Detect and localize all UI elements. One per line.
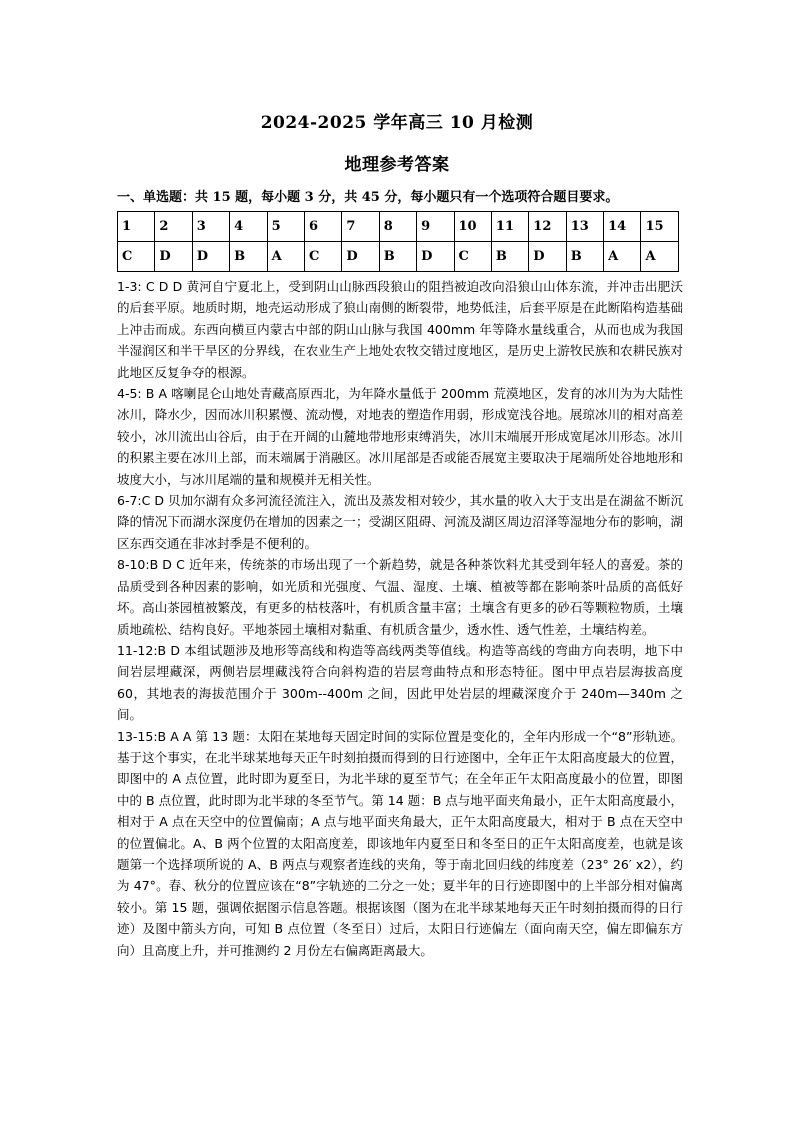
answer-cell: D (417, 242, 454, 272)
answer-cell: A (267, 242, 304, 272)
answer-cell: B (491, 242, 528, 272)
answer-table (117, 211, 679, 272)
answer-cell: D (529, 242, 566, 272)
question-number-cell: 3 (192, 212, 229, 242)
question-number-cell: 12 (529, 212, 566, 242)
answer-cell: C (454, 242, 491, 272)
question-number-cell: 1 (118, 212, 155, 242)
answer-cell: D (155, 242, 192, 272)
question-number-cell: 4 (230, 212, 267, 242)
answer-cell: D (192, 242, 229, 272)
answer-cell: C (304, 242, 341, 272)
answer-cell: A (641, 242, 679, 272)
question-number-cell: 15 (641, 212, 679, 242)
question-number-cell: 9 (417, 212, 454, 242)
explanation-paragraph: 8-10:B D C 近年来，传统茶的市场出现了一个新趋势，就是各种茶饮料尤其受到年轻人的喜爱。茶的品质受到各种因素的影响，如光质和光强度、气温、湿度、土壤、植被等都在影响茶叶品质的高低好坏。高山茶园植被繁茂，有更多的枯枝落叶，有机质含量丰富；土壤含有更多的砂石等颗粒物质，土壤质地疏松、结构良好。平地茶园土壤相对黏重、有机质含量少，透水性、透气性差，土壤结构差。 (117, 557, 683, 637)
question-number-cell: 14 (604, 212, 641, 242)
explanation-paragraph: 11-12:B D 本组试题涉及地形等高线和构造等高线两类等值线。构造等高线的弯曲方向表明，地下中间岩层埋藏深，两侧岩层埋藏浅符合向斜构造的岩层弯曲特点和形态特征。图中甲点岩层海拔高度 60，其地表的海拔范围介于 300m--400m 之间，因此甲处岩层的埋藏深度介于 240m—340m 之间。 (117, 642, 683, 723)
answer-table-number-row (118, 212, 679, 242)
explanation-paragraph: 13-15:B A A 第 13 题：太阳在某地每天固定时间的实际位置是变化的，全年内形成一个“8”形轨迹。基于这个事实，在北半球某地每天正午时刻拍摄而得到的日行迹图中，全年正午太阳高度最大的位置，即图中的 A 点位置，此时即为夏至日，为北半球的夏至节气；在全年正午太阳高度最小的位置，即图中的 B 点位置，此时即为北半球的冬至节气。第 14 题：B 点与地平面夹角最小，正午太阳高度最小，相对于 A 点在天空中的位置偏南；A 点与地平面夹角最大，正午太阳高度最大，相对于 B 点在天空中的位置偏北。A、B 两个位置的太阳高度差，即该地年内夏至日和冬至日的正午太阳高度差，也就是该题第一个选择项所说的 A、B 两点与观察者连线的夹角，等于南北回归线的纬度差（23° 26′ x2），约为 47°。春、秋分的位置应该在“8”字轨迹的二分之一处；夏半年的日行迹即图中的上半部分相对偏离较小。第 15 题，强调依据图示信息答题。根据该图（图为在北半球某地每天正午时刻拍摄而得的日行迹）及图中箭头方向，可知 B 点位置（冬至日）过后，太阳日行迹偏左（面向南天空，偏左即偏东方向）且高度上升，并可推测约 2 月份左右偏离距离最大。 (117, 728, 683, 958)
question-number-cell: 11 (491, 212, 528, 242)
explanations (117, 276, 683, 961)
section-heading: 一、单选题：共 15 题，每小题 3 分，共 45 分，每小题只有一个选项符合题目要求。 (117, 190, 619, 205)
answer-cell: B (566, 242, 603, 272)
answer-cell: C (118, 242, 155, 272)
question-number-cell: 2 (155, 212, 192, 242)
question-number-cell: 13 (566, 212, 603, 242)
question-number-cell: 8 (379, 212, 416, 242)
explanation-paragraph: 4-5: B A 喀喇昆仑山地处青藏高原西北，为年降水量低于 200mm 荒漠地区，发育的冰川为为大陆性冰川，降水少，因而冰川积累慢、流动慢，对地表的塑造作用弱，形成宽浅谷地。展琼冰川的相对高差较小，冰川流出山谷后，由于在开阔的山麓地带地形束缚消失，冰川末端展开形成宽尾冰川形态。冰川的积累主要在冰川上部，而末端属于消融区。冰川尾部是否或能否展宽主要取决于尾端所处谷地地形和坡度大小，与冰川尾端的量和规模并无相关性。 (117, 386, 683, 487)
explanation-paragraph: 6-7:C D 贝加尔湖有众多河流径流注入，流出及蒸发相对较少，其水量的收入大于支出是在湖盆不断沉降的情况下而湖水深度仍在增加的因素之一；受湖区阻碍、河流及湖区周边沼泽等湿地分布的影响，湖区东西交通在非冰封季是不便利的。 (117, 493, 683, 551)
question-number-cell: 7 (342, 212, 379, 242)
answer-cell: A (604, 242, 641, 272)
page-subtitle: 地理参考答案 (344, 155, 450, 175)
question-number-cell: 6 (304, 212, 341, 242)
answer-cell: B (379, 242, 416, 272)
question-number-cell: 5 (267, 212, 304, 242)
answer-cell: B (230, 242, 267, 272)
question-number-cell: 10 (454, 212, 491, 242)
answer-cell: D (342, 242, 379, 272)
explanation-paragraph: 1-3: C D D 黄河自宁夏北上，受到阴山山脉西段狼山的阻挡被迫改向沿狼山山体东流，并冲击出肥沃的后套平原。地质时期，地壳运动形成了狼山南侧的断裂带，地势低洼，后套平原是在此断陷构造基础上冲击而成。东西向横亘内蒙古中部的阴山山脉与我国 400mm 年等降水量线重合，从而也成为我国半湿润区和半干旱区的分界线，在农业生产上地处农牧交错过度地区，是历史上游牧民族和农耕民族对此地区反复争夺的根源。 (117, 279, 683, 380)
page-title: 2024-2025 学年高三 10 月检测 (260, 113, 534, 133)
answer-table-answer-row (118, 242, 679, 272)
